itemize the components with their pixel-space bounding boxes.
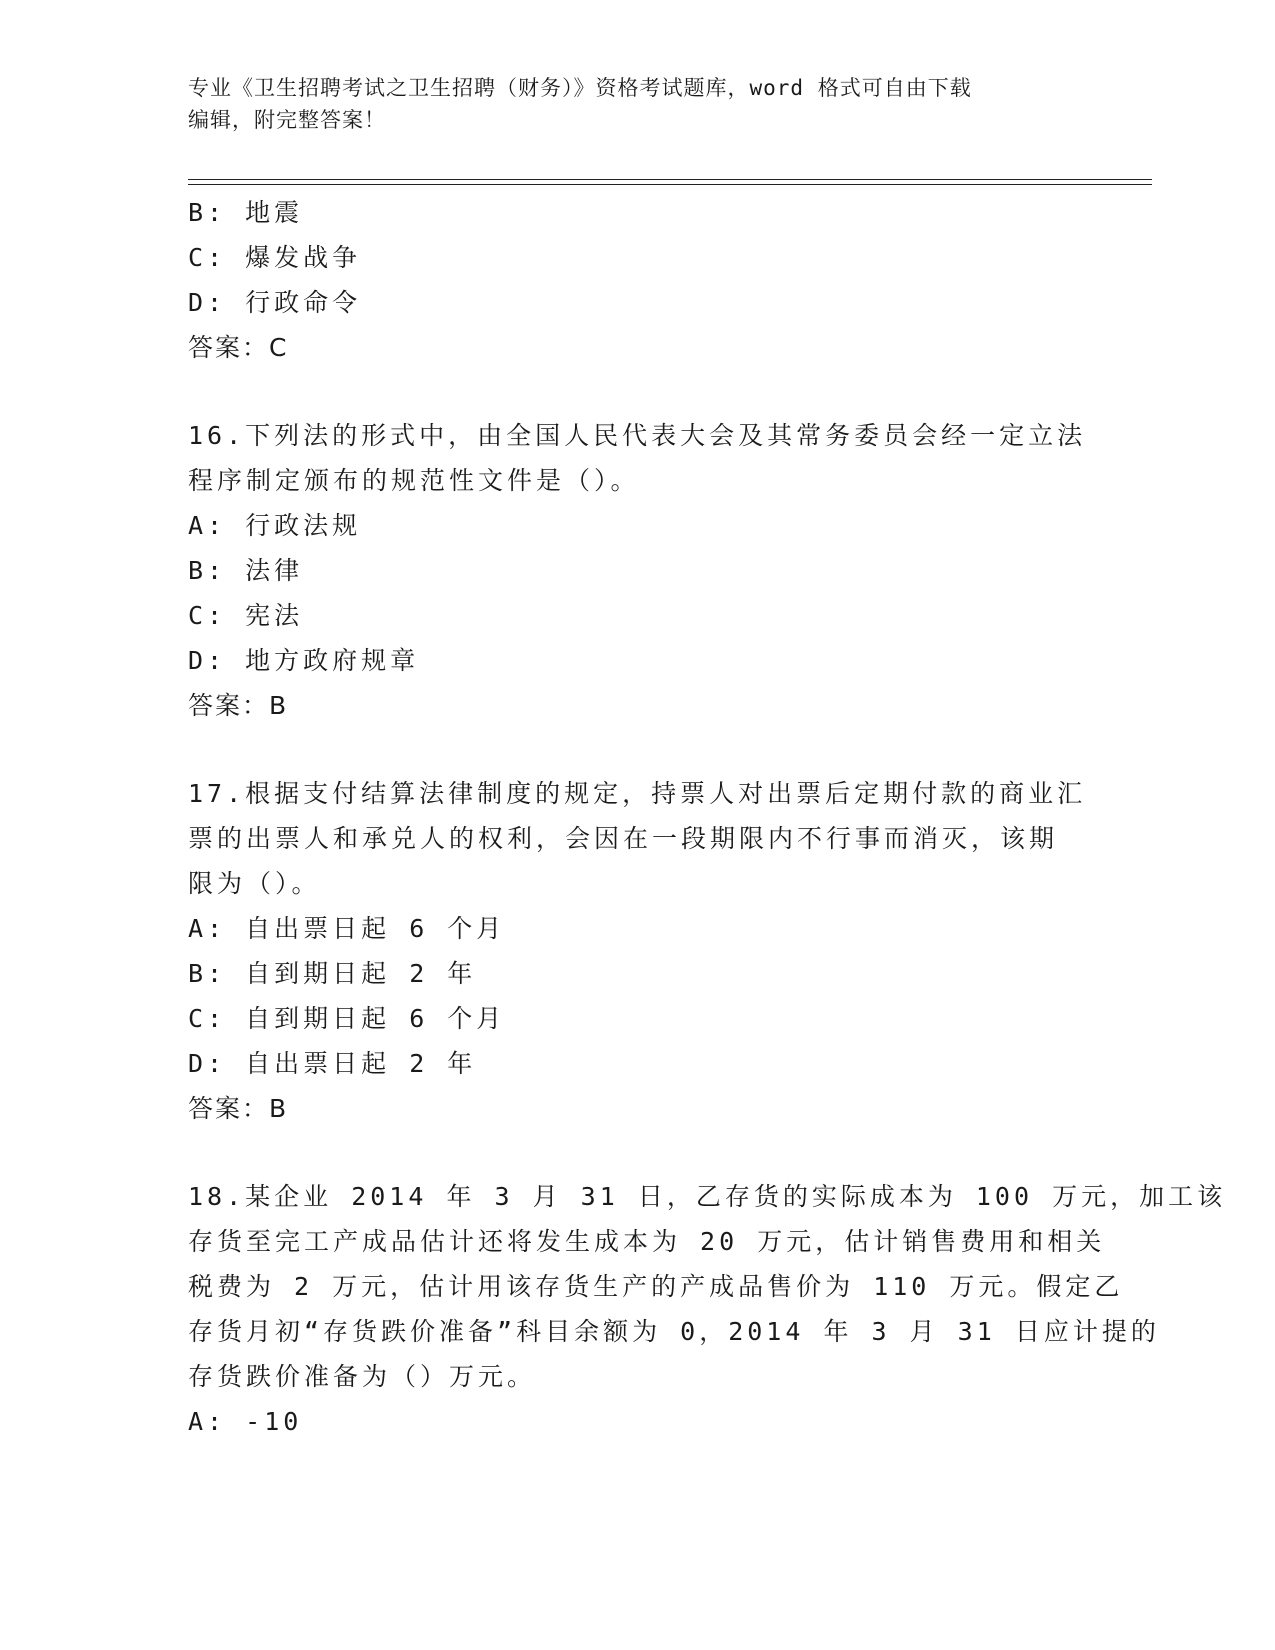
- header-line-2: 编辑，附完整答案！: [188, 108, 386, 132]
- question-text-line: 存货至完工产成品估计还将发生成本为 20 万元，估计销售费用和相关: [188, 1227, 1106, 1256]
- question-text-line: 限为（）。: [188, 869, 321, 898]
- question-text-line: 存货月初“存货跌价准备”科目余额为 0，2014 年 3 月 31 日应计提的: [188, 1317, 1160, 1346]
- question-text-line: 税费为 2 万元，估计用该存货生产的产成品售价为 110 万元。假定乙: [188, 1272, 1124, 1301]
- option-c: C: 宪法: [188, 601, 304, 630]
- option-d: D: 自出票日起 2 年: [188, 1049, 477, 1078]
- header-rule-top: [188, 179, 1152, 180]
- page-header: [188, 72, 1088, 136]
- question-18: [188, 1174, 1227, 1444]
- option-a: A: -10: [188, 1407, 303, 1436]
- option-c: C: 爆发战争: [188, 243, 362, 272]
- question-text-line: 18.某企业 2014 年 3 月 31 日，乙存货的实际成本为 100 万元，加工该: [188, 1182, 1227, 1211]
- question-text-line: 票的出票人和承兑人的权利，会因在一段期限内不行事而消灭，该期: [188, 824, 1059, 853]
- question-text-line: 17.根据支付结算法律制度的规定，持票人对出票后定期付款的商业汇: [188, 779, 1087, 808]
- option-a: A: 行政法规: [188, 511, 362, 540]
- header-line-1: 专业《卫生招聘考试之卫生招聘（财务）》资格考试题库，word 格式可自由下载: [188, 76, 972, 100]
- answer-17: 答案：B: [188, 1094, 289, 1123]
- header-rule-bottom: [188, 184, 1152, 185]
- question-15: [188, 190, 1088, 370]
- answer-16: 答案：B: [188, 691, 289, 720]
- answer-15: 答案：C: [188, 333, 289, 362]
- question-text-line: 程序制定颁布的规范性文件是（）。: [188, 466, 640, 495]
- option-b: B: 法律: [188, 556, 304, 585]
- option-d: D: 地方政府规章: [188, 646, 420, 675]
- question-16: [188, 413, 1088, 728]
- question-text-line: 16.下列法的形式中，由全国人民代表大会及其常务委员会经一定立法: [188, 421, 1087, 450]
- option-a: A: 自出票日起 6 个月: [188, 914, 506, 943]
- option-b: B: 地震: [188, 198, 304, 227]
- question-17: [188, 771, 1088, 1131]
- option-b: B: 自到期日起 2 年: [188, 959, 477, 988]
- document-body: [188, 190, 1227, 1444]
- option-d: D: 行政命令: [188, 288, 362, 317]
- option-c: C: 自到期日起 6 个月: [188, 1004, 506, 1033]
- question-text-line: 存货跌价准备为（）万元。: [188, 1362, 537, 1391]
